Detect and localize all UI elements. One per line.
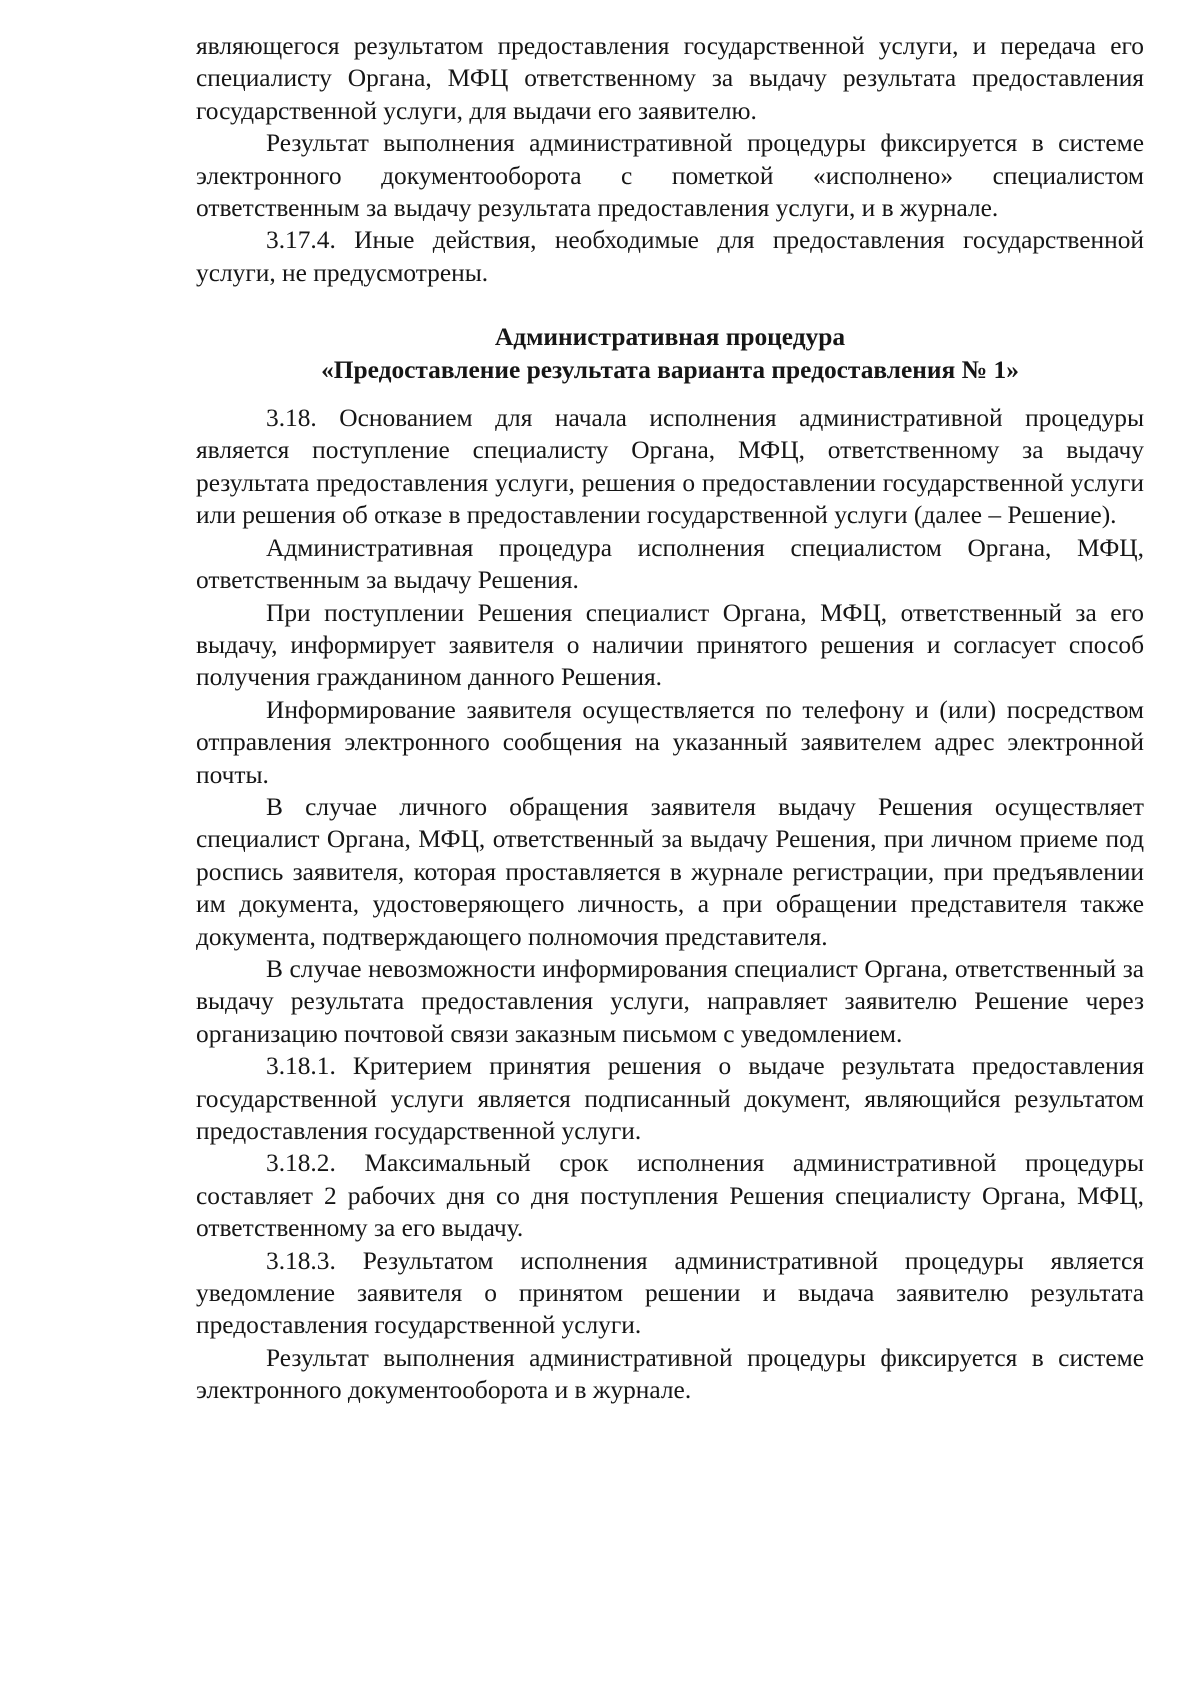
intro-paragraph-2: Результат выполнения административной процедуры фиксируется в системе электронного документооборота с пометкой «исполнено» специалистом ответственным за выдачу результата предоставления услуги, и в журнале. <box>196 129 1144 223</box>
document-page <box>196 30 1144 1407</box>
paragraph-receipt: При поступлении Решения специалист Органа, МФЦ, ответственный за его выдачу, информирует заявителя о наличии принятого решения и согласует способ получения гражданином данного Решения. <box>196 598 1144 692</box>
paragraph-postal: В случае невозможности информирования специалист Органа, ответственный за выдачу результата предоставления услуги, направляет заявителю Решение через организацию почтовой связи заказным письмом с уведомлением. <box>196 954 1144 1048</box>
paragraph-result: Результат выполнения административной процедуры фиксируется в системе электронного документооборота и в журнале. <box>196 1343 1144 1405</box>
paragraph-informing: Информирование заявителя осуществляется по телефону и (или) посредством отправления электронного сообщения на указанный заявителем адрес электронной почты. <box>196 695 1144 789</box>
paragraph-personal-visit: В случае личного обращения заявителя выдачу Решения осуществляет специалист Органа, МФЦ, ответственный за выдачу Решения, при личном приеме под роспись заявителя, которая проставляется в журнале регистрации, при предъявлении им документа, удостоверяющего личность, а при обращении представителя также документа, подтверждающего полномочия представителя. <box>196 792 1144 951</box>
section-title-line-2: «Предоставление результата варианта предоставления № 1» <box>321 355 1019 384</box>
paragraph-3-18: 3.18. Основанием для начала исполнения административной процедуры является поступление специалисту Органа, МФЦ, ответственному за выдачу результата предоставления услуги, решения о предоставлении государственной услуги или решения об отказе в предоставлении государственной услуги (далее – Решение). <box>196 404 1144 530</box>
paragraph-procedure: Административная процедура исполнения специалистом Органа, МФЦ, ответственным за выдачу Решения. <box>196 533 1144 595</box>
intro-paragraph-1: являющегося результатом предоставления государственной услуги, и передача его специалисту Органа, МФЦ ответственному за выдачу результата предоставления государственной услуги, для выдачи его заявителю. <box>196 32 1144 125</box>
intro-paragraph-3: 3.17.4. Иные действия, необходимые для предоставления государственной услуги, не предусмотрены. <box>196 226 1144 287</box>
section-title-line-1: Административная процедура <box>494 323 846 352</box>
paragraph-3-18-2: 3.18.2. Максимальный срок исполнения административной процедуры составляет 2 рабочих дня со дня поступления Решения специалисту Органа, МФЦ, ответственному за его выдачу. <box>196 1149 1144 1243</box>
section-heading <box>196 321 1144 386</box>
paragraph-3-18-3: 3.18.3. Результатом исполнения административной процедуры является уведомление заявителя о принятом решении и выдача заявителю результата предоставления государственной услуги. <box>196 1246 1144 1340</box>
paragraph-3-18-1: 3.18.1. Критерием принятия решения о выдаче результата предоставления государственной услуги является подписанный документ, являющийся результатом предоставления государственной услуги. <box>196 1052 1144 1145</box>
